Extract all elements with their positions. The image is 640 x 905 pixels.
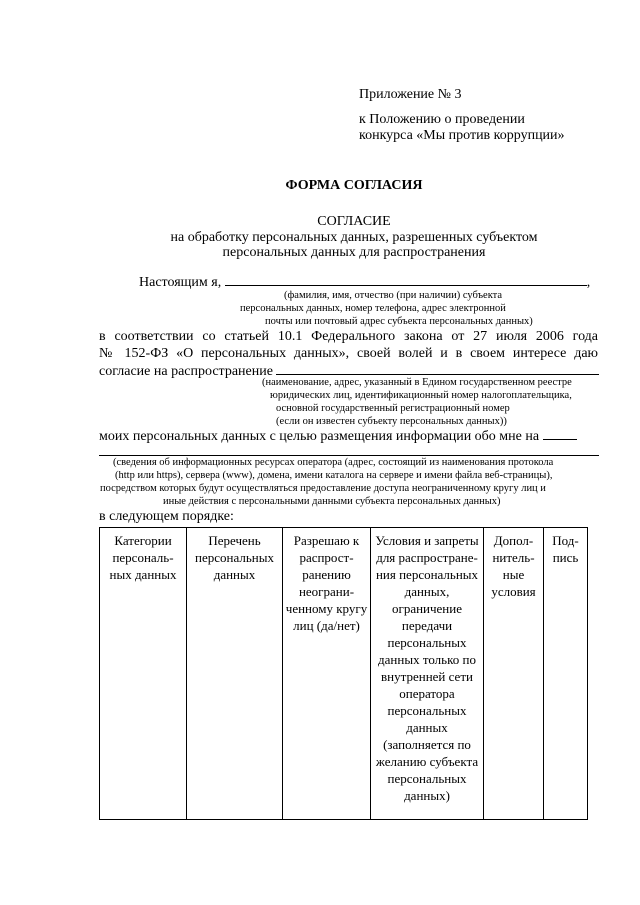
operator-hint-line2: юридических лиц, идентификационный номер налогоплательщика, (270, 390, 572, 401)
appendix-reference-line1: к Положению о проведении (359, 112, 525, 127)
resources-blank-line[interactable] (99, 455, 599, 456)
declarant-blank[interactable] (225, 272, 587, 286)
column-header-data-list: Перечень персональных данных (187, 528, 283, 820)
declarant-hint-line3: почты или почтовый адрес субъекта персональных данных) (265, 316, 533, 327)
declarant-line (139, 272, 590, 291)
resources-hint-line2: (http или https), сервера (www), домена, имени каталога на сервере и имени файла веб-страницы), (115, 470, 553, 481)
operator-hint-line1: (наименование, адрес, указанный в Едином государственном реестре (262, 377, 572, 388)
appendix-reference-line2: конкурса «Мы против коррупции» (359, 128, 565, 143)
declarant-lead: Настоящим я, (139, 275, 222, 290)
operator-blank[interactable] (276, 361, 599, 375)
operator-hint-line4: (если он известен субъекту персональных данных)) (276, 416, 507, 427)
column-header-categories: Категории персональ- ных данных (100, 528, 187, 820)
operator-hint-line3: основной государственный регистрационный номер (276, 403, 510, 414)
column-header-permission: Разрешаю к распрост- ранению неограни- ченному кругу лиц (да/нет) (283, 528, 371, 820)
resources-hint-line4: иные действия с персональными данными субъекта персональных данных) (163, 496, 501, 507)
consent-subtitle-line1: на обработку персональных данных, разрешенных субъектом (170, 230, 538, 245)
body-line2: № 152-ФЗ «О персональных данных», своей волей и в своем интересе даю (99, 346, 598, 361)
resources-hint-line3: посредством которых будут осуществляться предоставление доступа неограниченному кругу лиц и (100, 483, 546, 494)
column-header-signature: Под- пись (544, 528, 588, 820)
body-line3-text: согласие на распространение (99, 364, 273, 379)
declarant-trail: , (586, 275, 591, 290)
column-header-conditions: Условия и запреты для распростране- ния персональных данных, ограничение передачи персональных данных только по внутренней сети оператора персональных данных (заполняется по желанию субъекта персональных данных) (371, 528, 484, 820)
form-title: ФОРМА СОГЛАСИЯ (285, 178, 423, 193)
consent-table (99, 527, 588, 820)
body-line4-text: моих персональных данных с целью размещения информации обо мне на (99, 429, 540, 444)
body-line5: в следующем порядке: (99, 509, 234, 524)
body-line1: в соответствии со статьей 10.1 Федерального закона от 27 июля 2006 года (99, 329, 598, 344)
consent-title: СОГЛАСИЕ (317, 214, 391, 229)
body-line4 (99, 426, 577, 445)
resources-blank-end[interactable] (543, 426, 577, 440)
consent-subtitle-line2: персональных данных для распространения (222, 245, 486, 260)
declarant-hint-line1: (фамилия, имя, отчество (при наличии) субъекта (284, 290, 503, 301)
column-header-additional: Допол- нитель- ные условия (484, 528, 544, 820)
resources-hint-line1: (сведения об информационных ресурсах оператора (адрес, состоящий из наименования протокола (113, 457, 554, 468)
declarant-hint-line2: персональных данных, номер телефона, адрес электронной (240, 303, 506, 314)
appendix-number: Приложение № 3 (359, 87, 462, 102)
